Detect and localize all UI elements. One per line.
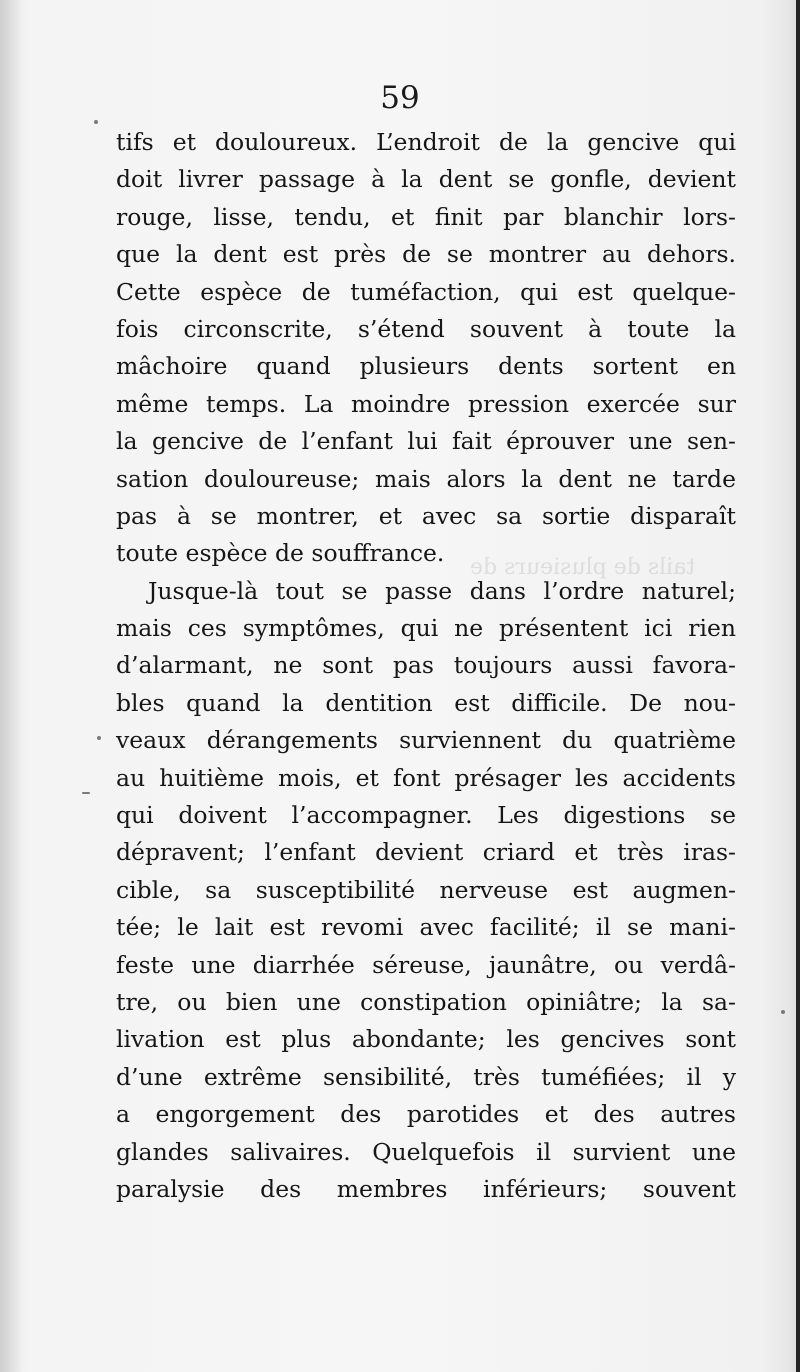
- text-line: la gencive de l’enfant lui fait éprouver une sen-: [116, 427, 736, 456]
- body-text: [116, 124, 736, 1208]
- gutter-shadow: [0, 0, 22, 1372]
- text-line: tée; le lait est revomi avec facilité; il se mani-: [116, 913, 736, 942]
- ink-speck: [82, 792, 90, 794]
- text-line: mais ces symptômes, qui ne présentent ici rien: [116, 614, 736, 643]
- text-line: bles quand la dentition est difficile. De nou-: [116, 688, 736, 717]
- ink-speck: [97, 736, 101, 740]
- text-line: veaux dérangements surviennent du quatrième: [116, 726, 736, 755]
- text-line: que la dent est près de se montrer au dehors.: [116, 240, 736, 269]
- page-edge: [796, 0, 800, 1372]
- text-line: dépravent; l’enfant devient criard et très iras-: [116, 838, 736, 867]
- text-line: d’alarmant, ne sont pas toujours aussi favora-: [116, 651, 736, 680]
- text-line: tifs et douloureux. L’endroit de la gencive qui: [116, 128, 736, 156]
- text-line: qui doivent l’accompagner. Les digestions se: [116, 801, 736, 830]
- text-line: Jusque-là tout se passe dans l’ordre naturel;: [148, 576, 736, 605]
- text-line: pas à se montrer, et avec sa sortie disparaît: [116, 501, 736, 530]
- text-line: mâchoire quand plusieurs dents sortent en: [116, 352, 736, 381]
- text-line: toute espèce de souffrance.: [116, 539, 445, 568]
- page-number: 59: [380, 80, 420, 116]
- text-line: doit livrer passage à la dent se gonfle, devient: [116, 165, 736, 194]
- text-line: cible, sa susceptibilité nerveuse est augmen-: [116, 875, 736, 904]
- text-line: sation douloureuse; mais alors la dent ne tarde: [116, 464, 736, 493]
- text-line: rouge, lisse, tendu, et finit par blanchir lors-: [116, 202, 736, 231]
- show-through-text: tails de plusieurs de: [470, 555, 696, 580]
- ink-speck: [94, 120, 98, 124]
- text-line: feste une diarrhée séreuse, jaunâtre, ou verdâ-: [116, 950, 736, 979]
- text-line: Cette espèce de tuméfaction, qui est quelque-: [116, 277, 736, 306]
- text-line: glandes salivaires. Quelquefois il survient une: [116, 1137, 736, 1166]
- ink-speck: [781, 1010, 785, 1014]
- text-line: a engorgement des parotides et des autres: [116, 1100, 736, 1129]
- text-line: d’une extrême sensibilité, très tuméfiées; il y: [116, 1062, 736, 1091]
- text-line: livation est plus abondante; les gencives sont: [116, 1025, 736, 1054]
- text-line: au huitième mois, et font présager les accidents: [116, 763, 736, 792]
- text-line: fois circonscrite, s’étend souvent à toute la: [116, 314, 736, 343]
- text-line: paralysie des membres inférieurs; souvent: [116, 1174, 736, 1203]
- text-line: tre, ou bien une constipation opiniâtre; la sa-: [116, 987, 736, 1016]
- text-line: même temps. La moindre pression exercée sur: [116, 389, 736, 418]
